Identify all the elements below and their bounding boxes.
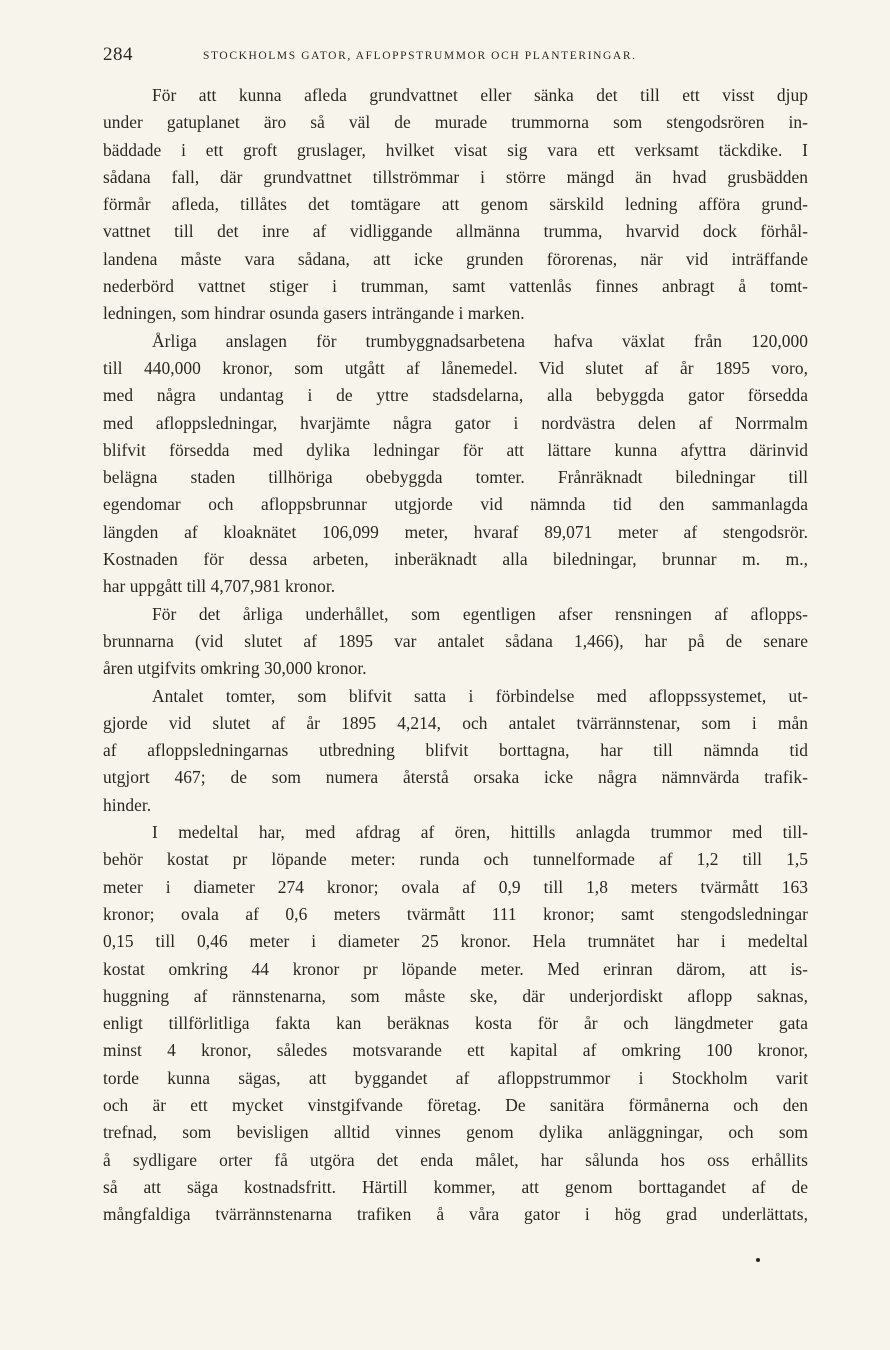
text-line: I medeltal har, med afdrag af ören, hittills anlagda trummor med till- [152,822,808,843]
text-line: å sydligare orter få utgöra det enda målet, har sålunda hos oss erhållits [103,1149,808,1170]
text-line: Kostnaden för dessa arbeten, inberäknadt alla biledningar, brunnar m. m., [103,549,808,570]
text-line: nederbörd vattnet stiger i trumman, samt vattenlås finnes anbragt å tomt- [103,276,808,297]
text-line: torde kunna sägas, att byggandet af afloppstrummor i Stockholm varit [103,1067,808,1088]
text-line: minst 4 kronor, således motsvarande ett kapital af omkring 100 kronor, [103,1040,808,1061]
body-text [103,82,808,1228]
text-line: till 440,000 kronor, som utgått af lånemedel. Vid slutet af år 1895 voro, [103,357,808,378]
text-line: utgjort 467; de som numera återstå orsaka icke några nämnvärda trafik- [103,767,808,788]
text-line: af afloppsledningarnas utbredning blifvit borttagna, har till nämnda tid [103,740,808,761]
text-line: åren utgifvits omkring 30,000 kronor. [103,658,367,679]
text-line: blifvit försedda med dylika ledningar för att lättare kunna afyttra därinvid [103,439,808,460]
text-line: så att säga kostnadsfritt. Härtill kommer, att genom borttagandet af de [103,1176,808,1197]
text-line: huggning af rännstenarna, som måste ske, där underjordiskt aflopp saknas, [103,985,808,1006]
text-line: bäddade i ett groft gruslager, hvilket visat sig vara ett verksamt täckdike. I [103,139,808,160]
running-title: STOCKHOLMS GATOR, AFLOPPSTRUMMOR OCH PLANTERINGAR. [203,50,637,62]
text-line: Antalet tomter, som blifvit satta i förbindelse med afloppssystemet, ut- [152,685,808,706]
text-line: egendomar och afloppsbrunnar utgjorde vid nämnda tid den sammanlagda [103,494,808,515]
text-line: brunnarna (vid slutet af 1895 var antalet sådana 1,466), har på de senare [103,630,808,651]
text-line: gjorde vid slutet af år 1895 4,214, och antalet tvärrännstenar, som i mån [103,712,808,733]
text-line: belägna staden tillhöriga obebyggda tomter. Frånräknadt biledningar till [103,467,808,488]
text-line: längden af kloaknätet 106,099 meter, hvaraf 89,071 meter af stengodsrör. [103,521,808,542]
text-line: med några undantag i de yttre stadsdelarna, alla bebyggda gator försedda [103,385,808,406]
text-line: landena måste vara sådana, att icke grunden förorenas, när vid inträffande [103,248,808,269]
text-line: trefnad, som bevisligen alltid vinnes genom dylika anläggningar, och som [103,1122,808,1143]
text-line: kostat omkring 44 kronor pr löpande meter. Med erinran därom, att is- [103,958,808,979]
text-line: mångfaldiga tvärrännstenarna trafiken å våra gator i hög grad underlättats, [103,1204,808,1225]
text-line: Årliga anslagen för trumbyggnadsarbetena hafva växlat från 120,000 [152,330,808,351]
text-line: 0,15 till 0,46 meter i diameter 25 kronor. Hela trumnätet har i medeltal [103,931,808,952]
text-line: För att kunna afleda grundvattnet eller sänka det till ett visst djup [152,85,808,105]
page-header [103,44,808,74]
text-line: förmår afleda, tillåtes det tomtägare att genom särskild ledning afföra grund- [103,194,808,215]
page-number: 284 [103,44,133,65]
text-line: hinder. [103,794,152,815]
text-line: kronor; ovala af 0,6 meters tvärmått 111 kronor; samt stengodsledningar [103,903,808,924]
text-line: och är ett mycket vinstgifvande företag. De sanitära förmånerna och den [103,1094,808,1115]
ink-speck [756,1258,760,1262]
text-line: med afloppsledningar, hvarjämte några gator i nordvästra delen af Norrmalm [103,412,808,433]
text-line: behör kostat pr löpande meter: runda och tunnelformade af 1,2 till 1,5 [103,849,808,870]
text-line: vattnet till det inre af vidliggande allmänna trumma, hvarvid dock förhål- [103,221,808,242]
text-line: ledningen, som hindrar osunda gasers inträngande i marken. [103,303,525,324]
text-line: meter i diameter 274 kronor; ovala af 0,9 till 1,8 meters tvärmått 163 [103,876,808,897]
text-line: sådana fall, där grundvattnet tillströmmar i större mängd än hvad grusbädden [103,166,808,187]
text-line: För det årliga underhållet, som egentligen afser rensningen af aflopps- [152,603,808,624]
text-line: under gatuplanet äro så väl de murade trummorna som stengodsrören in- [103,112,808,133]
text-line: har uppgått till 4,707,981 kronor. [103,576,336,597]
text-line: enligt tillförlitliga fakta kan beräknas kosta för år och längdmeter gata [103,1013,808,1034]
